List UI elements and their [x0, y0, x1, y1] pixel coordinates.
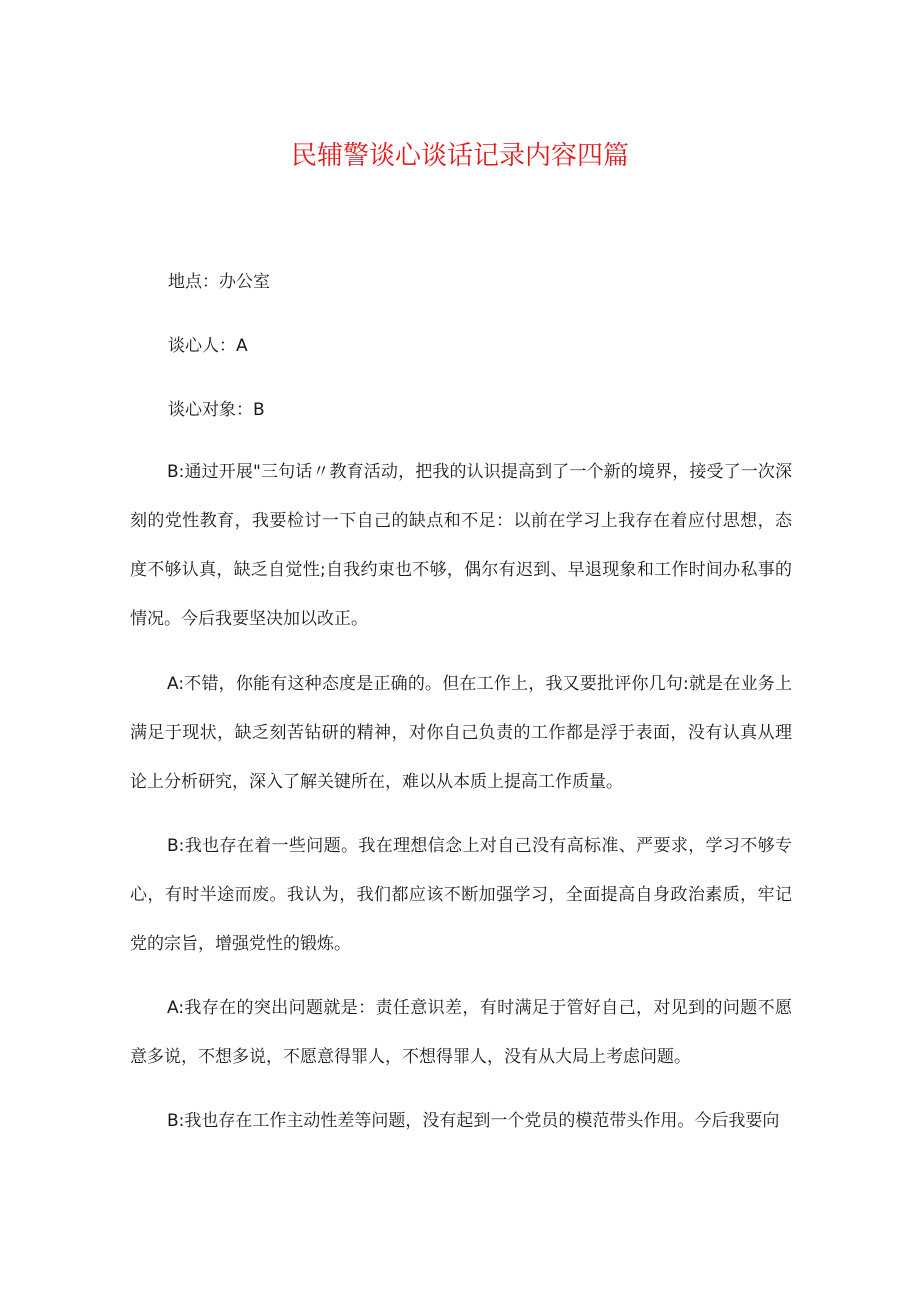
speaker-line: 谈心人：A: [168, 336, 248, 356]
meeting-place: 地点：办公室: [168, 272, 270, 292]
document-title: 民辅警谈心谈话记录内容四篇: [290, 141, 629, 171]
dialogue-paragraph: A:我存在的突出问题就是：责任意识差，有时满足于管好自己，对见到的问题不愿意多说，不想多说，不愿意得罪人，不想得罪人，没有从大局上考虑问题。: [130, 998, 792, 1067]
dialogue-paragraph: B:我也存在工作主动性差等问题，没有起到一个党员的模范带头作用。今后我要向: [167, 1111, 780, 1131]
dialogue-paragraph: B:通过开展"三句话〃教育活动，把我的认识提高到了一个新的境界，接受了一次深刻的党性教育，我要检讨一下自己的缺点和不足：以前在学习上我存在着应付思想，态度不够认真，缺乏自觉性;自我约束也不够，偶尔有迟到、早退现象和工作时间办私事的情况。今后我要坚决加以改正。: [130, 462, 792, 629]
target-line: 谈心对象：B: [168, 400, 265, 420]
dialogue-paragraph: B:我也存在着一些问题。我在理想信念上对自己没有高标准、严要求，学习不够专心，有时半途而废。我认为，我们都应该不断加强学习，全面提高自身政治素质，牢记党的宗旨，增强党性的锻炼。: [130, 836, 792, 954]
dialogue-paragraph: A:不错，你能有这种态度是正确的。但在工作上，我又要批评你几句:就是在业务上满足于现状，缺乏刻苦钻研的精神，对你自己负责的工作都是浮于表面，没有认真从理论上分析研究，深入了解关键所在，难以从本质上提高工作质量。: [130, 674, 792, 792]
